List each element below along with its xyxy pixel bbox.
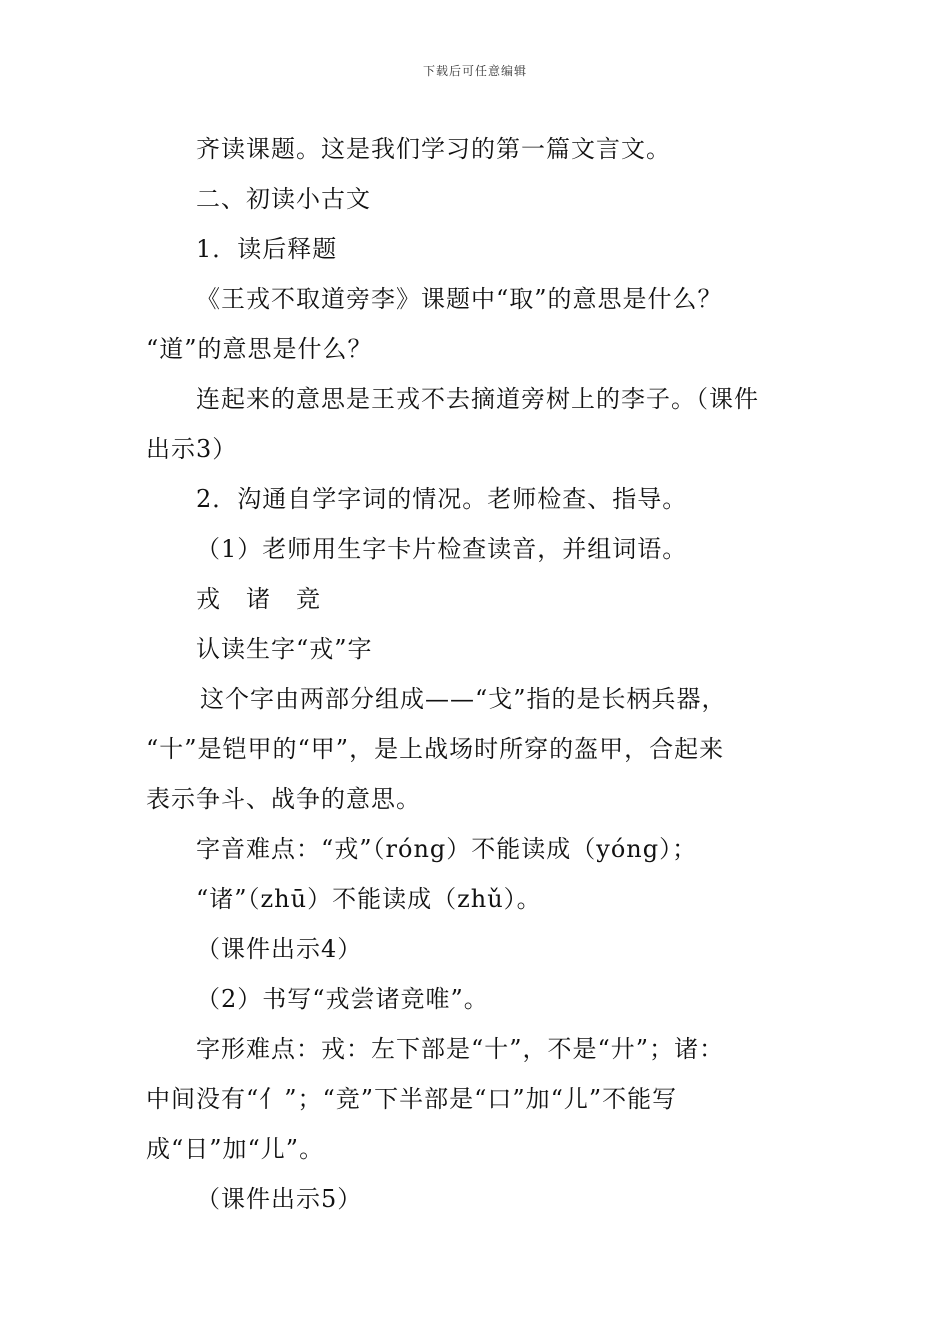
character-list: 戎 诸 竞 [196, 585, 321, 613]
text-line: 《王戎不取道旁李》课题中“取”的意思是什么？ [196, 285, 723, 313]
section-heading: 二、初读小古文 [196, 185, 371, 213]
text-line: “十”是铠甲的“甲”，是上战场时所穿的盔甲，合起来 [146, 735, 725, 763]
page-header: 下载后可任意编辑 [422, 64, 527, 78]
text-line: 字形难点：戎：左下部是“十”，不是“廾”；诸： [196, 1035, 725, 1063]
text-line: （1）老师用生字卡片检查读音，并组词语。 [196, 535, 688, 563]
text-line: 字音难点：“戎”（róng）不能读成（yóng）； [196, 835, 698, 863]
text-line: 齐读课题。这是我们学习的第一篇文言文。 [196, 135, 671, 163]
text-line: 认读生字“戎”字 [196, 635, 373, 663]
text-line: 表示争斗、战争的意思。 [146, 785, 421, 813]
text-line: “道”的意思是什么？ [146, 335, 373, 363]
text-line: （课件出示5） [196, 1185, 363, 1213]
text-line: 中间没有“亻”；“竞”下半部是“口”加“儿”不能写 [146, 1085, 678, 1113]
text-line: （2）书写“戎尝诸竞唯”。 [196, 985, 489, 1013]
text-line: 这个字由两部分组成——“戈”指的是长柄兵器， [200, 685, 727, 713]
text-line: 出示3） [146, 435, 238, 463]
text-line: 连起来的意思是王戎不去摘道旁树上的李子。（课件 [196, 385, 759, 413]
text-line: （课件出示4） [196, 935, 363, 963]
subsection-heading: 1．读后释题 [196, 235, 338, 263]
subsection-heading: 2．沟通自学字词的情况。老师检查、指导。 [196, 485, 688, 513]
text-line: “诸”（zhū）不能读成（zhǔ）。 [196, 885, 542, 913]
text-line: 成“日”加“儿”。 [146, 1135, 325, 1163]
